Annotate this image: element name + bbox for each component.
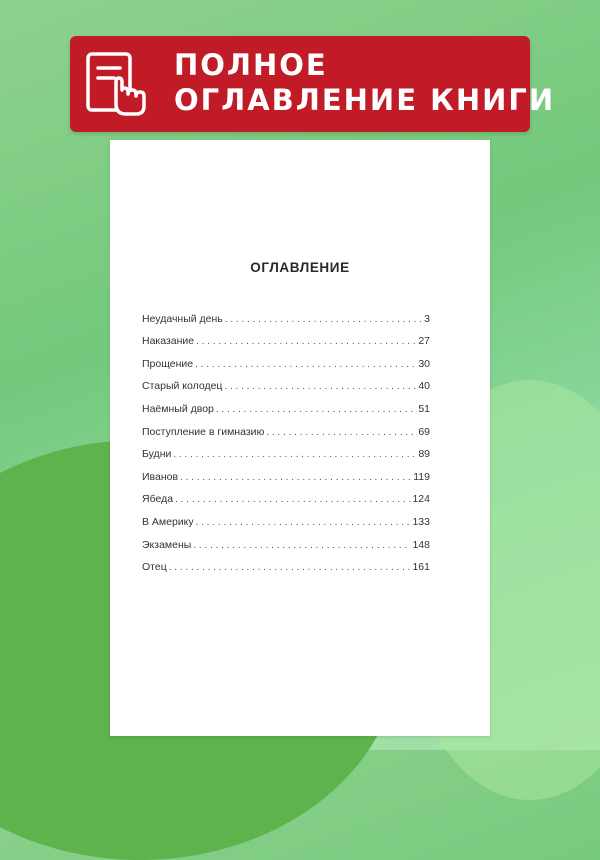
toc-entry-page: 89 — [418, 448, 430, 461]
toc-entry-leader — [175, 494, 411, 505]
toc-entry-leader — [266, 427, 417, 438]
toc-entry-leader — [193, 540, 411, 551]
toc-entry-page: 148 — [412, 538, 430, 551]
toc-list — [142, 302, 430, 573]
document-hand-icon — [84, 48, 150, 120]
toc-entry — [142, 392, 430, 415]
banner-title-line1: ПОЛНОЕ — [174, 48, 328, 82]
toc-entry-label: Отец — [142, 561, 167, 574]
toc-entry-page: 161 — [412, 561, 430, 574]
toc-entry-page: 69 — [418, 425, 430, 438]
toc-entry-page: 133 — [412, 515, 430, 528]
toc-entry — [142, 325, 430, 348]
toc-entry-leader — [195, 359, 417, 370]
toc-entry-label: Поступление в гимназию — [142, 425, 265, 438]
toc-entry-leader — [196, 336, 417, 347]
toc-entry-label: Наёмный двор — [142, 402, 214, 415]
banner-title-line2: ОГЛАВЛЕНИЕ КНИГИ — [174, 83, 556, 117]
toc-entry — [142, 370, 430, 393]
book-page — [110, 140, 490, 736]
toc-entry-label: Экзамены — [142, 538, 192, 551]
toc-entry-page: 27 — [418, 335, 430, 348]
toc-entry — [142, 460, 430, 483]
toc-entry — [142, 347, 430, 370]
toc-entry-leader — [180, 472, 412, 483]
toc-entry-label: Иванов — [142, 470, 179, 483]
page-title: ОГЛАВЛЕНИЕ — [250, 260, 350, 275]
banner — [70, 36, 556, 132]
toc-entry — [142, 505, 430, 528]
toc-entry — [142, 528, 430, 551]
toc-entry — [142, 483, 430, 506]
toc-entry-leader — [196, 517, 412, 528]
toc-entry-leader — [216, 404, 417, 415]
toc-entry-label: Ябеда — [142, 493, 174, 506]
toc-entry-page: 3 — [424, 312, 430, 325]
toc-entry-label: Неудачный день — [142, 312, 223, 325]
toc-entry-page: 119 — [413, 470, 430, 483]
toc-entry-label: Прощение — [142, 357, 194, 370]
toc-entry-leader — [169, 562, 412, 573]
toc-entry — [142, 551, 430, 574]
banner-title — [174, 48, 555, 118]
toc-entry-label: Наказание — [142, 335, 195, 348]
toc-entry — [142, 438, 430, 461]
toc-entry — [142, 415, 430, 438]
toc-entry-page: 40 — [418, 380, 430, 393]
toc-entry-leader — [225, 314, 423, 325]
toc-entry-page: 51 — [418, 402, 430, 415]
toc-entry-leader — [224, 381, 417, 392]
toc-entry-label: В Америку — [142, 515, 194, 528]
toc-entry — [142, 302, 430, 325]
toc-entry-page: 30 — [418, 357, 430, 370]
toc-entry-label: Старый колодец — [142, 380, 223, 393]
toc-entry-leader — [173, 449, 417, 460]
toc-entry-label: Будни — [142, 448, 172, 461]
toc-entry-page: 124 — [412, 493, 430, 506]
